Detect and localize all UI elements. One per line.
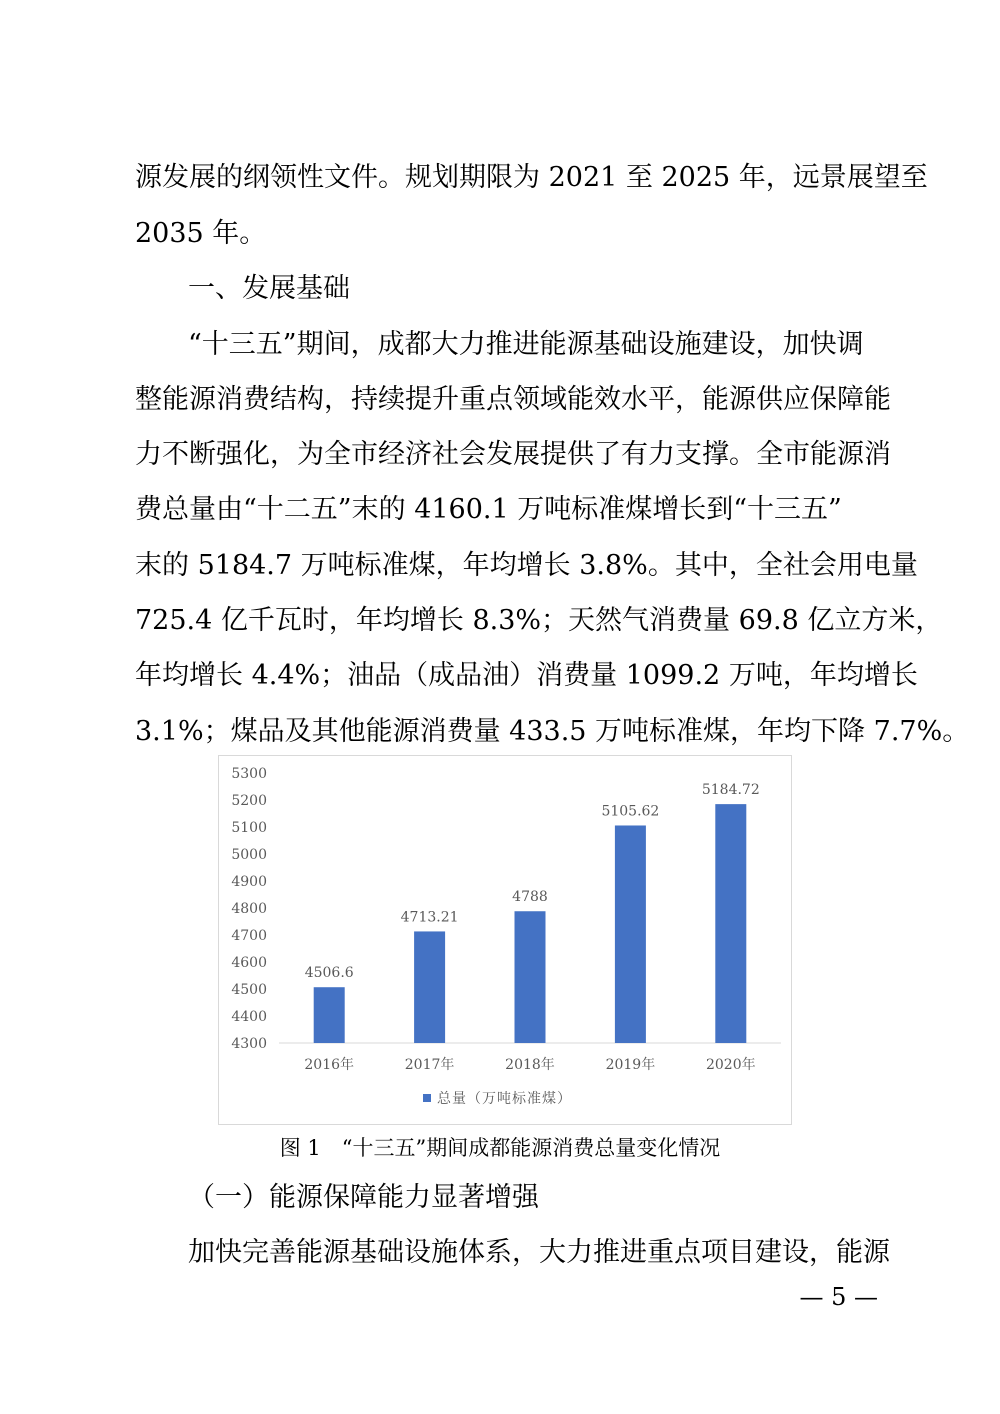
bar [414, 931, 445, 1043]
x-tick-label: 2020年 [705, 1057, 756, 1073]
legend-label: 总量（万吨标准煤） [437, 1091, 572, 1107]
section-heading: 一、发展基础 [188, 273, 350, 304]
y-tick-label: 4400 [231, 1009, 267, 1025]
energy-consumption-bar-chart [219, 756, 791, 1124]
paragraph-line: 整能源消费结构，持续提升重点领域能效水平，能源供应保障能 [135, 384, 891, 415]
paragraph-line: 源发展的纲领性文件。规划期限为 2021 至 2025 年，远景展望至 [135, 162, 928, 193]
y-tick-label: 4300 [231, 1036, 267, 1052]
paragraph-line: 725.4 亿千瓦时，年均增长 8.3%；天然气消费量 69.8 亿立方米， [135, 605, 943, 636]
data-label: 5184.72 [701, 782, 760, 799]
y-tick-label: 5300 [231, 766, 267, 782]
y-tick-label: 5100 [231, 820, 267, 836]
x-tick-label: 2019年 [605, 1057, 656, 1073]
paragraph-line: 力不断强化，为全市经济社会发展提供了有力支撑。全市能源消 [135, 439, 891, 470]
y-tick-label: 5000 [231, 847, 267, 863]
legend-swatch [423, 1094, 431, 1102]
data-label: 4713.21 [400, 909, 459, 926]
subsection-heading: （一）能源保障能力显著增强 [188, 1182, 539, 1213]
data-label: 5105.62 [601, 803, 660, 820]
data-label: 4506.6 [304, 965, 354, 982]
page-number: — 5 — [799, 1283, 878, 1311]
paragraph-line: 加快完善能源基础设施体系，大力推进重点项目建设，能源 [188, 1237, 890, 1268]
x-tick-label: 2017年 [404, 1057, 455, 1073]
x-tick-label: 2018年 [505, 1057, 555, 1073]
y-tick-label: 4600 [231, 955, 267, 971]
paragraph-line: “十三五”期间，成都大力推进能源基础设施建设，加快调 [188, 329, 864, 360]
paragraph-line: 费总量由“十二五”末的 4160.1 万吨标准煤增长到“十三五” [135, 494, 842, 525]
paragraph-line: 年均增长 4.4%；油品（成品油）消费量 1099.2 万吨，年均增长 [135, 660, 918, 691]
y-tick-label: 5200 [231, 793, 267, 809]
paragraph-line: 3.1%；煤品及其他能源消费量 433.5 万吨标准煤，年均下降 7.7%。 [135, 716, 970, 747]
y-tick-label: 4500 [231, 982, 267, 998]
y-tick-label: 4700 [231, 928, 267, 944]
paragraph-line: 2035 年。 [135, 218, 267, 249]
x-tick-label: 2016年 [304, 1057, 355, 1073]
figure-caption: 图 1 “十三五”期间成都能源消费总量变化情况 [279, 1136, 721, 1160]
paragraph-line: 末的 5184.7 万吨标准煤，年均增长 3.8%。其中，全社会用电量 [135, 550, 918, 581]
y-tick-label: 4800 [231, 901, 267, 917]
data-label: 4788 [512, 889, 548, 906]
bar [715, 804, 746, 1043]
bar [615, 825, 646, 1043]
bar [314, 987, 345, 1043]
bar [515, 911, 546, 1043]
y-tick-label: 4900 [231, 874, 267, 890]
chart-frame [218, 755, 792, 1125]
